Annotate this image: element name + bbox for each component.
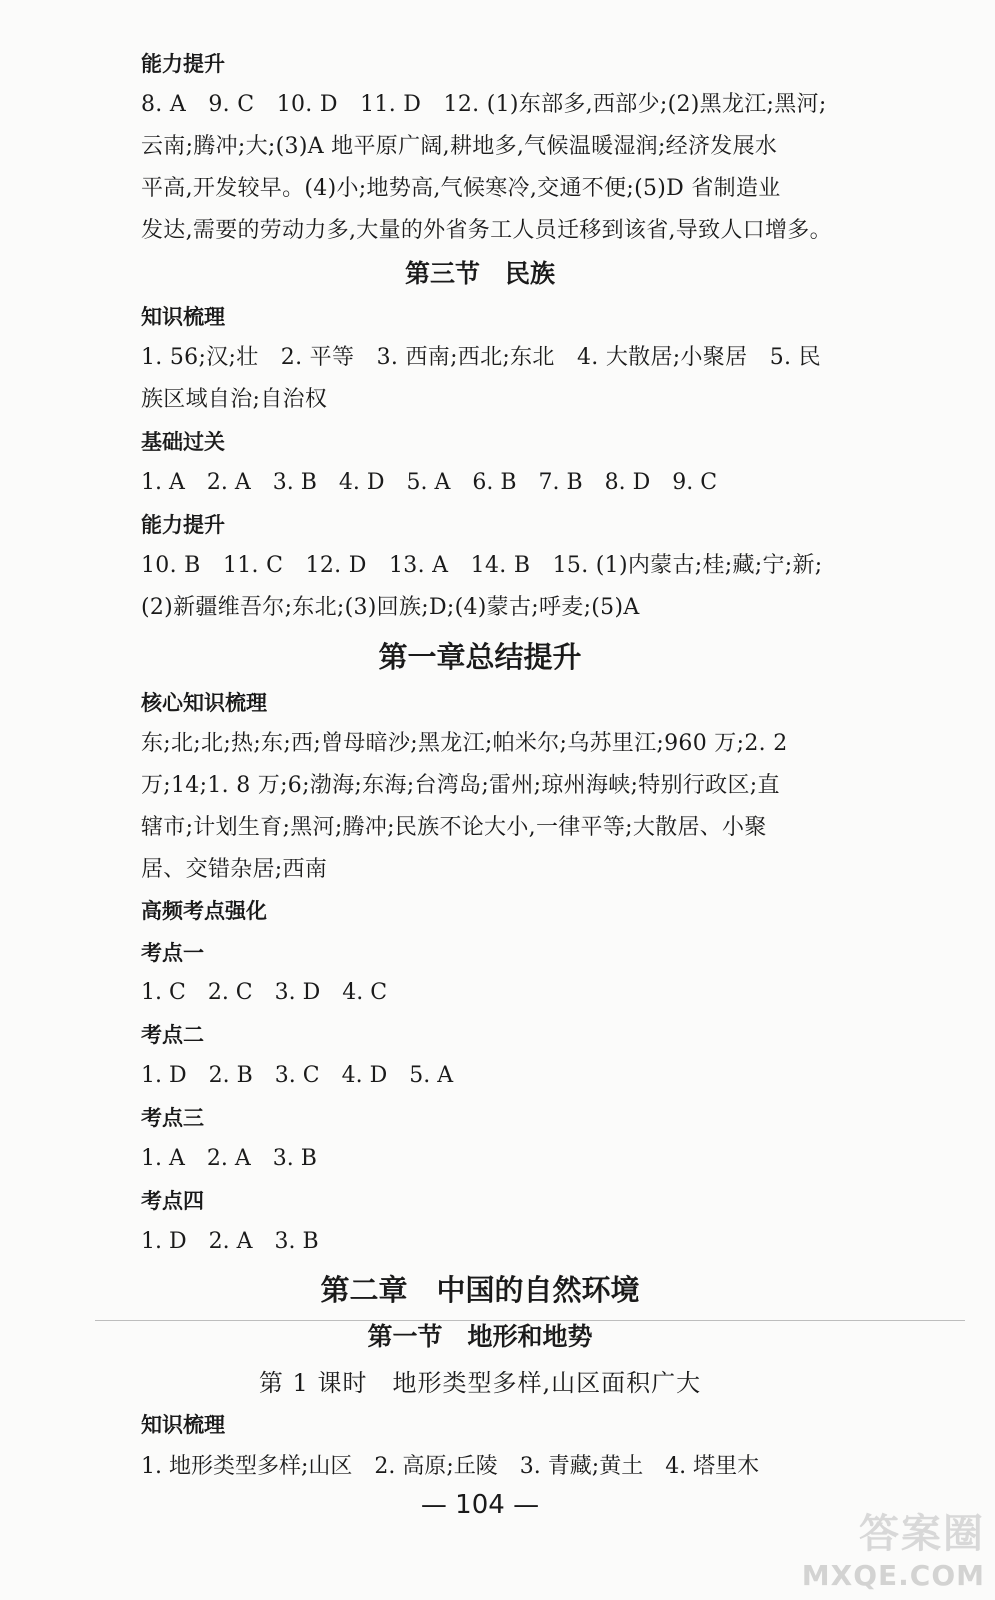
high-frequency-heading: 高频考点强化 bbox=[141, 899, 267, 923]
knowledge-answers-2: 1. 地形类型多样;山区 2. 高原;丘陵 3. 青藏;黄土 4. 塔里木 bbox=[141, 1454, 760, 1479]
text-line: 发达,需要的劳动力多,大量的外省务工人员迁移到该省,导致人口增多。 bbox=[141, 218, 832, 243]
basic-heading: 基础过关 bbox=[141, 430, 225, 454]
watermark-top-text: 答案圈 bbox=[859, 1511, 985, 1557]
knowledge-heading: 知识梳理 bbox=[141, 305, 225, 329]
text-line: 云南;腾冲;大;(3)A 地平原广阔,耕地多,气候温暖湿润;经济发展水 bbox=[141, 134, 778, 159]
ability-answers-2 bbox=[141, 545, 841, 629]
text-line: 8. A 9. C 10. D 11. D 12. (1)东部多,西部少;(2)黑龙江;黑河; bbox=[141, 92, 827, 117]
section-title-2: 第一节 地形和地势 bbox=[367, 1322, 593, 1351]
knowledge-answers bbox=[141, 337, 841, 421]
text-line: 族区域自治;自治权 bbox=[141, 387, 328, 412]
point-answers: 1. D 2. A 3. B bbox=[141, 1229, 319, 1254]
text-line: (2)新疆维吾尔;东北;(3)回族;D;(4)蒙古;呼麦;(5)A bbox=[141, 595, 640, 620]
core-knowledge-heading: 核心知识梳理 bbox=[141, 691, 267, 715]
text-line: 东;北;北;热;东;西;曾母暗沙;黑龙江;帕米尔;乌苏里江;960 万;2. 2 bbox=[141, 731, 788, 756]
core-knowledge-answers bbox=[141, 723, 841, 891]
watermark-bottom-text: MXQE.COM bbox=[801, 1559, 985, 1592]
point-answers: 1. D 2. B 3. C 4. D 5. A bbox=[141, 1063, 454, 1088]
knowledge-heading-2: 知识梳理 bbox=[141, 1413, 225, 1437]
point-heading: 考点一 bbox=[141, 941, 204, 965]
text-line: 辖市;计划生育;黑河;腾冲;民族不论大小,一律平等;大散居、小聚 bbox=[141, 815, 767, 840]
watermark-logo bbox=[801, 1502, 985, 1592]
text-line: 平高,开发较早。(4)小;地势高,气候寒冷,交通不便;(5)D 省制造业 bbox=[141, 176, 781, 201]
lesson-title: 第 1 课时 地形类型多样,山区面积广大 bbox=[258, 1369, 702, 1397]
text-line: 万;14;1. 8 万;6;渤海;东海;台湾岛;雷州;琼州海峡;特别行政区;直 bbox=[141, 773, 780, 798]
ability-heading: 能力提升 bbox=[141, 52, 225, 76]
point-answers: 1. A 2. A 3. B bbox=[141, 1146, 317, 1171]
point-answers: 1. C 2. C 3. D 4. C bbox=[141, 980, 388, 1005]
chapter-title: 第二章 中国的自然环境 bbox=[320, 1273, 640, 1307]
point-heading: 考点二 bbox=[141, 1023, 204, 1047]
ability-answers bbox=[141, 84, 841, 252]
basic-answers: 1. A 2. A 3. B 4. D 5. A 6. B 7. B 8. D 9. C bbox=[141, 470, 718, 495]
chapter-summary-title: 第一章总结提升 bbox=[378, 640, 582, 674]
point-heading: 考点三 bbox=[141, 1106, 204, 1130]
text-line: 10. B 11. C 12. D 13. A 14. B 15. (1)内蒙古;桂;藏;宁;新; bbox=[141, 553, 823, 578]
ability-heading-2: 能力提升 bbox=[141, 513, 225, 537]
point-heading: 考点四 bbox=[141, 1189, 204, 1213]
text-line: 1. 56;汉;壮 2. 平等 3. 西南;西北;东北 4. 大散居;小聚居 5. 民 bbox=[141, 345, 821, 370]
text-line: 居、交错杂居;西南 bbox=[141, 857, 328, 882]
page-number: — 104 — bbox=[420, 1490, 540, 1520]
section-title: 第三节 民族 bbox=[404, 259, 555, 288]
